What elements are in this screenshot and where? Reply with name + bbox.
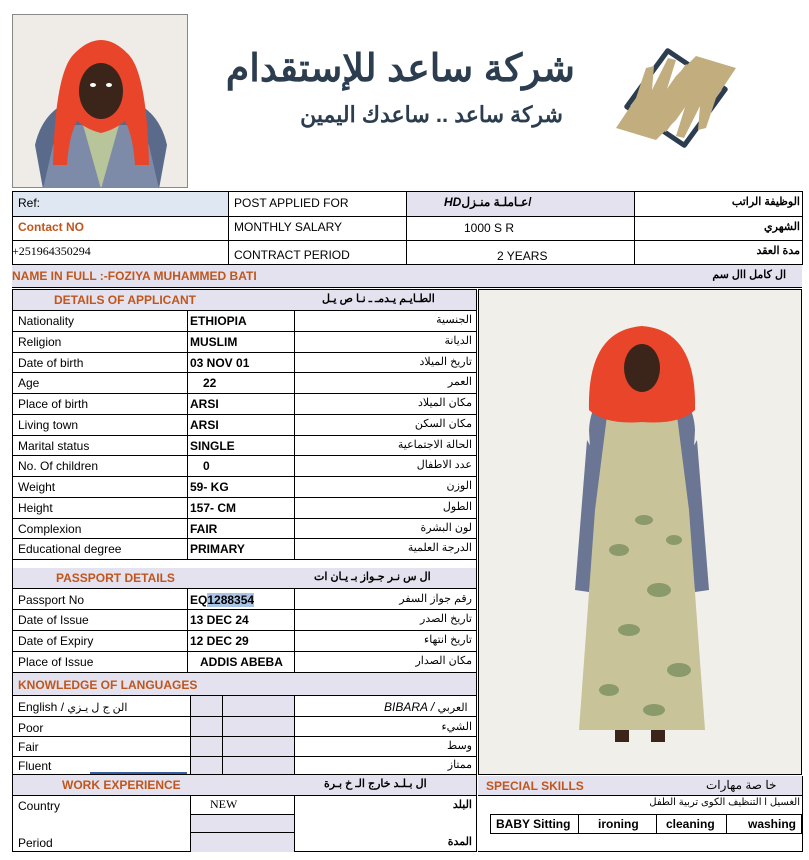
applicant-field-arabic: مكان السكن: [414, 418, 472, 430]
place-of-issue-label: Place of Issue: [18, 655, 94, 669]
applicant-field-arabic: تاريخ الميلاد: [419, 356, 472, 368]
passport-number-prefix: EQ: [190, 593, 208, 607]
passport-number-arabic: رقم جواز السفر: [399, 593, 472, 605]
passport-number-highlight: 1288354: [207, 593, 255, 607]
level-fair-arabic: وسط: [447, 740, 472, 752]
level-fluent-arabic: ممتاز: [447, 759, 472, 771]
passport-number-label: Passport No: [18, 593, 85, 607]
applicant-field-value: ARSI: [190, 397, 219, 411]
arabic-language-ar: العربي: [437, 702, 468, 714]
applicant-heading: DETAILS OF APPLICANT: [54, 293, 196, 307]
company-name-arabic: شركة ساعد للإستقدام: [225, 48, 575, 90]
applicant-field-value: PRIMARY: [190, 542, 245, 556]
place-of-issue-arabic: مكان الصدار: [415, 655, 472, 667]
applicant-field-label: Religion: [18, 335, 62, 349]
applicant-field-value: ARSI: [190, 418, 219, 432]
ref-label: Ref:: [18, 196, 41, 210]
applicant-field-arabic: الطول: [442, 501, 472, 513]
company-logo: [596, 28, 756, 168]
skill-baby-sitting: BABY Sitting: [496, 817, 571, 831]
english-label-en: English /: [18, 700, 65, 714]
applicant-field-value: 0: [203, 459, 210, 473]
level-fluent: Fluent: [18, 759, 52, 773]
applicant-field-label: Nationality: [18, 314, 75, 328]
passport-heading: PASSPORT DETAILS: [56, 571, 175, 585]
period-arabic: المدة: [447, 836, 472, 848]
applicant-field-label: Age: [18, 376, 40, 390]
post-code: HD: [444, 195, 462, 209]
applicant-field-arabic: لون البشرة: [420, 522, 472, 534]
applicant-field-arabic: العمر: [447, 376, 472, 388]
expiry-date: 12 DEC 29: [190, 634, 249, 648]
full-name-label-arabic: ال كامل اال سم: [712, 269, 786, 281]
company-slogan-arabic: شركة ساعد .. ساعدك اليمين: [300, 102, 563, 127]
languages-heading: KNOWLEDGE OF LANGUAGES: [18, 678, 198, 692]
applicant-field-label: Date of birth: [18, 356, 84, 370]
period-label: Period: [18, 836, 53, 850]
issue-date-arabic: تاريخ الصدر: [420, 613, 472, 625]
applicant-field-value: 22: [203, 376, 217, 390]
issue-date: 13 DEC 24: [190, 613, 249, 627]
skill-cleaning: cleaning: [666, 817, 715, 831]
skills-heading-arabic: خا صة مهارات: [706, 778, 777, 792]
applicant-field-value: 59- KG: [190, 480, 229, 494]
country-value: NEW: [210, 797, 238, 811]
applicant-field-label: Weight: [18, 480, 56, 494]
applicant-field-value: FAIR: [190, 522, 218, 536]
applicant-field-arabic: الوزن: [446, 480, 472, 492]
applicant-heading-arabic: الطـايـم يـدمـ ـ نـا ص يـل: [322, 293, 435, 305]
arabic-language-en: BIBARA /: [384, 700, 435, 714]
applicant-field-value: 157- CM: [190, 501, 237, 515]
applicant-field-label: Living town: [18, 418, 79, 432]
salary-value: 1000 S R: [464, 221, 515, 235]
work-heading: WORK EXPERIENCE: [62, 778, 181, 792]
arabic-language-label: [384, 701, 468, 714]
issue-date-label: Date of Issue: [18, 613, 89, 627]
applicant-field-label: Height: [18, 501, 53, 515]
applicant-field-label: Complexion: [18, 522, 82, 536]
level-fair: Fair: [18, 740, 39, 754]
full-name: NAME IN FULL :-FOZIYA MUHAMMED BATI: [12, 269, 257, 283]
country-arabic: البلد: [452, 799, 472, 811]
post-label-arabic: الوظيفة الراتب: [731, 196, 800, 208]
applicant-field-arabic: عدد الاطفال: [416, 459, 472, 471]
level-poor-arabic: الشيء: [441, 721, 472, 733]
country-label: Country: [18, 799, 61, 813]
applicant-field-arabic: الديانة: [444, 335, 472, 347]
applicant-field-value: MUSLIM: [190, 335, 238, 349]
skill-washing: washing: [748, 817, 797, 831]
applicant-field-value: ETHIOPIA: [190, 314, 247, 328]
portrait-photo: [12, 14, 188, 188]
contract-period-label: CONTRACT PERIOD: [234, 248, 350, 262]
skills-heading: SPECIAL SKILLS: [486, 779, 584, 793]
applicant-field-value: SINGLE: [190, 439, 235, 453]
english-label-ar: الن ج ل يـزي: [67, 702, 128, 714]
applicant-field-label: Educational degree: [18, 542, 122, 556]
skills-arabic: الغسيل ا التنظيف الكوى تربية الطفل: [649, 797, 800, 808]
contract-value: 2 YEARS: [497, 249, 548, 263]
work-heading-arabic: ال بـلـد خارج الـ خ بـرة: [324, 778, 427, 790]
full-body-photo: [478, 289, 802, 775]
applicant-field-arabic: مكان الميلاد: [417, 397, 472, 409]
place-of-issue: ADDIS ABEBA: [200, 655, 283, 669]
english-label: [18, 701, 127, 714]
passport-number: [190, 594, 254, 606]
applicant-field-arabic: الحالة الاجتماعية: [397, 439, 472, 451]
post-applied-label: POST APPLIED FOR: [234, 196, 349, 210]
applicant-field-label: Place of birth: [18, 397, 89, 411]
post-value-arabic: عـاملـة منـزل/: [461, 195, 532, 209]
monthly-salary-label: MONTHLY SALARY: [234, 220, 343, 234]
skill-ironing: ironing: [598, 817, 639, 831]
salary-label-arabic: الشهري: [764, 221, 800, 233]
phone-number: +251964350294: [12, 244, 91, 258]
expiry-date-arabic: تاريخ انتهاء: [424, 634, 472, 646]
applicant-field-label: No. Of children: [18, 459, 99, 473]
applicant-field-arabic: الجنسية: [436, 314, 472, 326]
contract-label-arabic: مدة العقد: [756, 245, 800, 257]
contact-label: Contact NO: [18, 220, 84, 234]
post-value: [444, 196, 532, 208]
applicant-field-arabic: الدرجة العلمية: [407, 542, 472, 554]
level-poor: Poor: [18, 721, 44, 735]
applicant-field-label: Marital status: [18, 439, 90, 453]
passport-heading-arabic: ال س نـر جـواز بـ يـان ات: [314, 571, 431, 583]
applicant-field-value: 03 NOV 01: [190, 356, 250, 370]
expiry-date-label: Date of Expiry: [18, 634, 94, 648]
